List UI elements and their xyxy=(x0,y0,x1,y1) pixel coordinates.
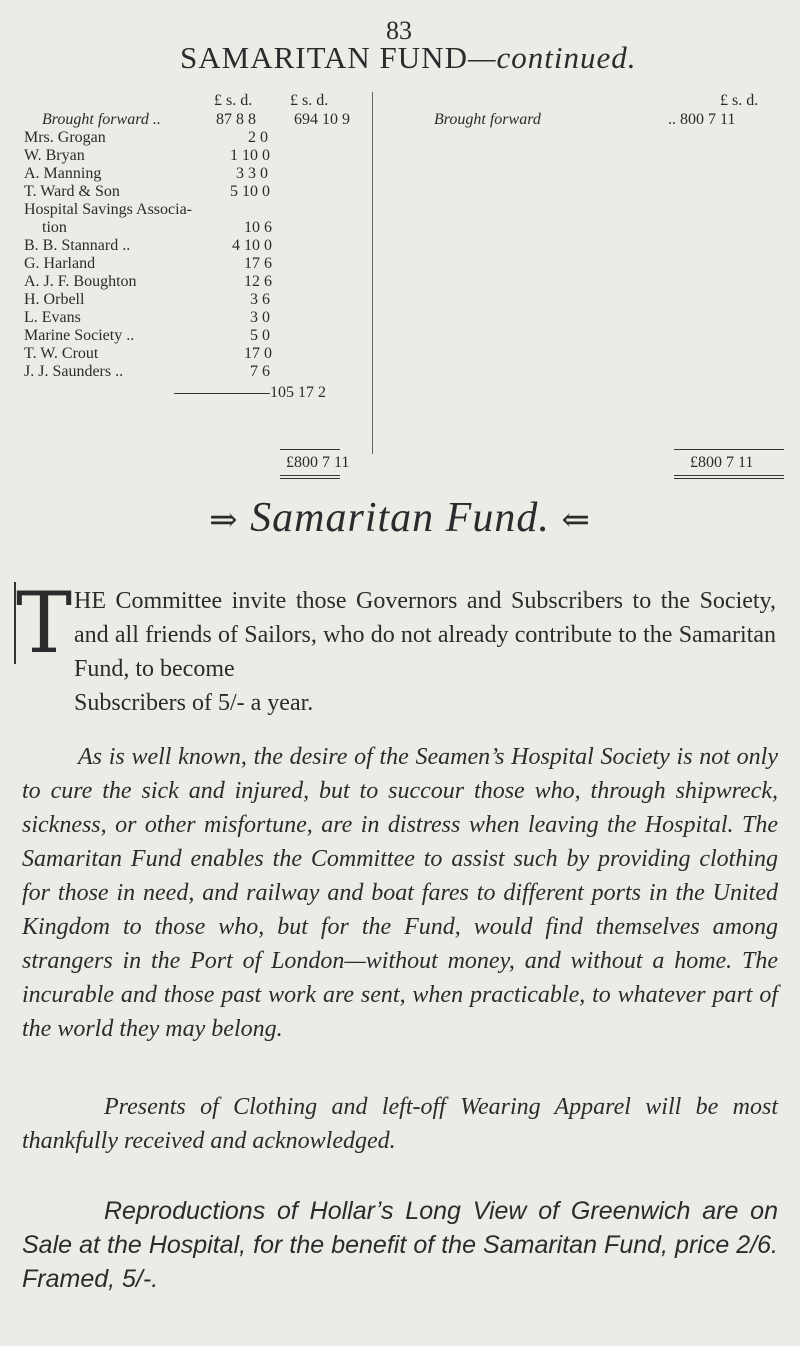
ledger-amount: 5 10 0 xyxy=(230,183,270,200)
ledger-name: Marine Society .. xyxy=(24,327,135,344)
ornament-left-icon: ⇒ xyxy=(209,502,239,539)
ledger-name: J. J. Saunders .. xyxy=(24,363,124,380)
ledger-amount: 87 8 8 xyxy=(216,111,256,128)
ledger-amount: 4 10 0 xyxy=(232,237,272,254)
ledger-amount: 2 0 xyxy=(248,129,268,146)
ledger-name: Mrs. Grogan xyxy=(24,129,106,146)
ledger-name: W. Bryan xyxy=(24,147,85,164)
ledger-right-name: Brought forward xyxy=(434,111,541,128)
ledger-amount: 3 3 0 xyxy=(236,165,268,182)
ledger-name: Hospital Savings Associa- xyxy=(24,201,192,218)
ledger-amount: 7 6 xyxy=(250,363,270,380)
right-total-rule-top xyxy=(674,449,784,450)
notice-paragraph-2: As is well known, the desire of the Seamen’s Hospital Society is not only to cure the sick and injured, but to succour those who, through shipwreck, sickness, or other misfortune, are in distress when leaving the Hospital. The Samaritan Fund enables the Committee to assist such by providing clothing for those in need, and railway and boat fares to different ports in the United Kingdom to those who, but for the Fund, would find themselves among strangers in the Port of London—without money, and without a home. The incurable and those past work are sent, when practicable, to whatever part of the world they may belong. xyxy=(22,744,778,1042)
page-number: 83 xyxy=(386,16,412,45)
notice-paragraph-3: Presents of Clothing and left-off Wearing Apparel will be most thankfully received and acknowledged. xyxy=(22,1094,778,1154)
ledger-name: B. B. Stannard .. xyxy=(24,237,131,254)
left-total-rule-bottom-2 xyxy=(280,478,340,479)
page-heading xyxy=(180,40,637,76)
ledger-name: A. J. F. Boughton xyxy=(24,273,137,290)
ledger-name: L. Evans xyxy=(24,309,81,326)
ledger-amount: 12 6 xyxy=(244,273,272,290)
ledger-amount: 10 6 xyxy=(244,219,272,236)
notice-paragraph-1: HE Committee invite those Governors and Subscribers to the Society, and all friends of Sailors, who do not already contribute to the Samaritan Fund, to become xyxy=(74,588,776,682)
ledger-name: H. Orbell xyxy=(24,291,85,308)
ledger-amount: 17 6 xyxy=(244,255,272,272)
heading-continued: —continued. xyxy=(467,40,637,75)
right-total-rule-bottom-2 xyxy=(674,478,784,479)
ledger-right-header: £ s. d. xyxy=(720,92,759,109)
ledger-name: T. Ward & Son xyxy=(24,183,120,200)
notice-title xyxy=(0,494,800,542)
ledger-left-header-1: £ s. d. xyxy=(214,92,253,109)
ledger-amount: 5 0 xyxy=(250,327,270,344)
ledger-right-amount: .. 800 7 11 xyxy=(668,111,736,128)
heading-main: SAMARITAN FUND xyxy=(180,40,468,75)
ledger-left-header-2: £ s. d. xyxy=(290,92,329,109)
ledger-amount: 1 10 0 xyxy=(230,147,270,164)
column-divider xyxy=(372,92,373,454)
ledger-subtotal: 105 17 2 xyxy=(270,384,326,401)
ledger-total: 694 10 9 xyxy=(294,111,350,128)
subtotal-rule xyxy=(174,393,270,394)
ledger-amount: 3 0 xyxy=(250,309,270,326)
ledger-table xyxy=(0,92,800,492)
ornament-right-icon: ⇐ xyxy=(561,502,591,539)
ledger-name: A. Manning xyxy=(24,165,102,182)
notice-title-text: Samaritan Fund. xyxy=(250,495,550,541)
ledger-amount: 3 6 xyxy=(250,291,270,308)
ledger-left-total: £800 7 11 xyxy=(286,454,350,471)
right-total-rule-bottom xyxy=(674,475,784,476)
left-total-rule-bottom xyxy=(280,475,340,476)
ledger-amount: 17 0 xyxy=(244,345,272,362)
ledger-right-total: £800 7 11 xyxy=(690,454,754,471)
ledger-name: tion xyxy=(42,219,67,236)
left-total-rule-top xyxy=(280,449,340,450)
ledger-name: T. W. Crout xyxy=(24,345,99,362)
ledger-name: G. Harland xyxy=(24,255,96,272)
ledger-name: Brought forward .. xyxy=(42,111,161,128)
notice-paragraph-1-end: Subscribers of 5/- a year. xyxy=(74,690,314,716)
drop-cap: T xyxy=(16,574,73,672)
notice-paragraph-4: Reproductions of Hollar’s Long View of Greenwich are on Sale at the Hospital, for the benefit of the Samaritan Fund, price 2/6. Framed, 5/-. xyxy=(22,1197,778,1293)
